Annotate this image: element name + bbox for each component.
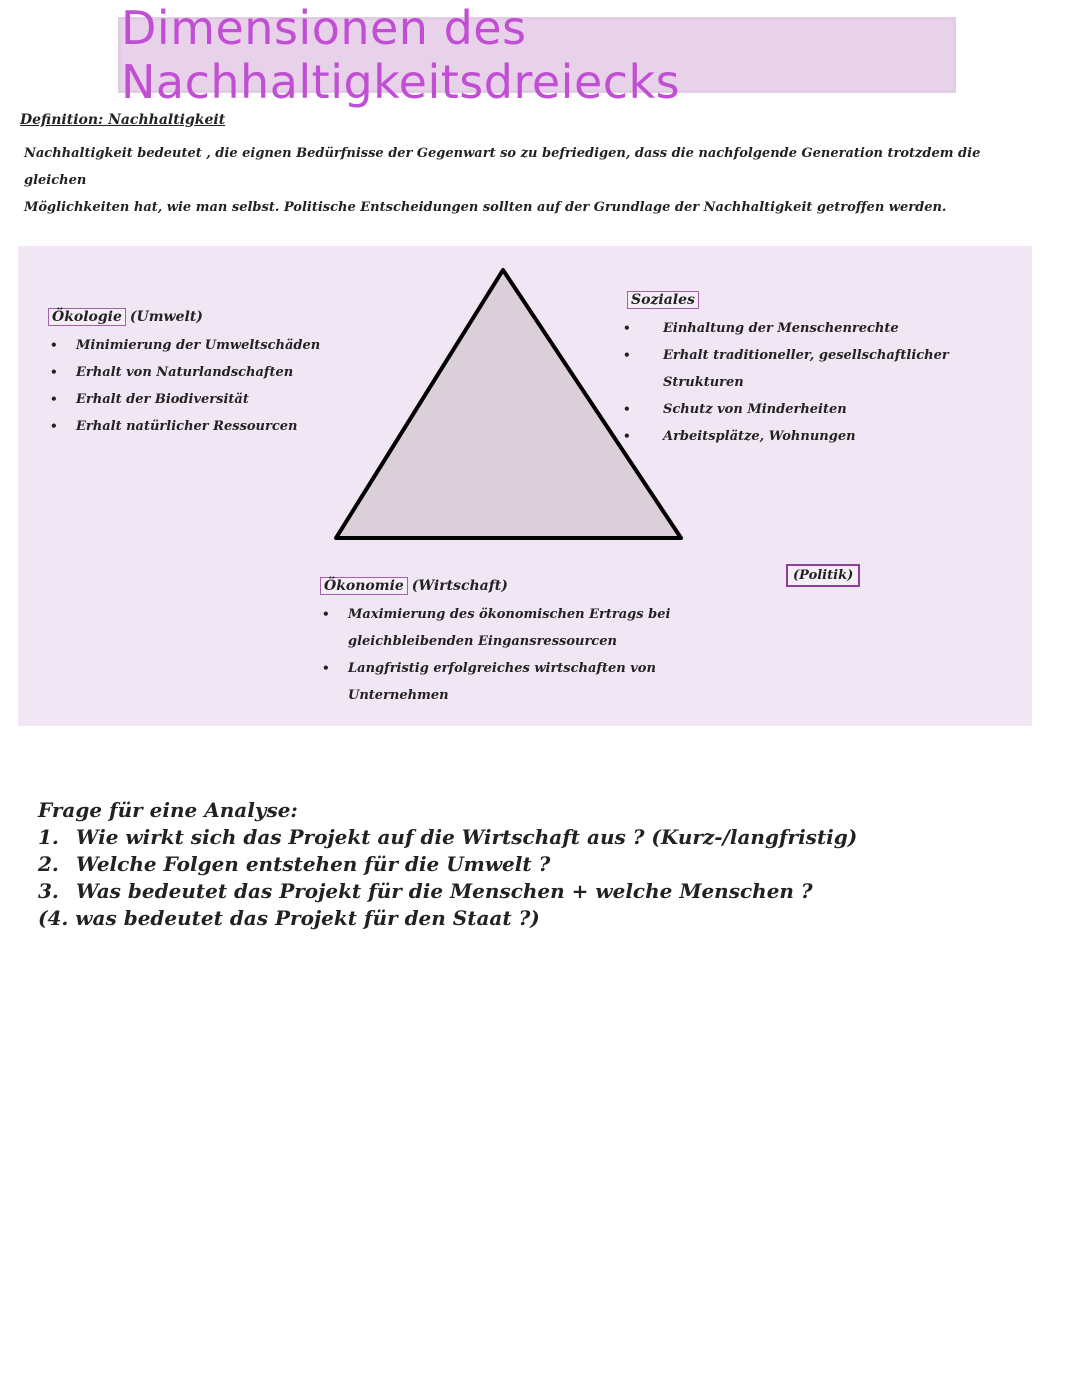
politik-label: (Politik) xyxy=(786,564,860,587)
page-title: Dimensionen des Nachhaltigkeitsdreiecks xyxy=(121,1,681,109)
oekonomie-item xyxy=(320,655,670,709)
oekologie-label: Ökologie xyxy=(48,308,126,326)
oekologie-item: • Erhalt natürlicher Ressourcen xyxy=(48,413,320,440)
triangle-panel xyxy=(18,246,1032,726)
definition-line-1: Nachhaltigkeit bedeutet , die eignen Bedürfnisse der Gegenwart so zu befriedigen, dass die nachfolgende Generation trotzdem die gleichen xyxy=(24,146,981,188)
question-item xyxy=(38,851,857,878)
oekonomie-item-line: gleichbleibenden Eingansressourcen xyxy=(348,634,617,649)
title-banner xyxy=(118,1,956,109)
question-text: Welche Folgen entstehen für die Umwelt ? xyxy=(76,852,551,876)
definition-heading: Definition: Nachhaltigkeit xyxy=(20,112,226,128)
definition-line-2: Möglichkeiten hat, wie man selbst. Politische Entscheidungen sollten auf der Grundlage der Nachhaltigkeit getroffen werden. xyxy=(24,200,947,215)
questions-heading: Frage für eine Analyse: xyxy=(38,798,298,822)
oekologie-item: • Minimierung der Umweltschäden xyxy=(48,332,320,359)
question-text: Wie wirkt sich das Projekt auf die Wirtschaft aus ? (Kurz-/langfristig) xyxy=(76,825,858,849)
soziales-item: • Einhaltung der Menschenrechte xyxy=(621,315,1032,342)
question-item xyxy=(38,878,857,905)
question-item xyxy=(38,824,857,851)
oekonomie-sub: (Wirtschaft) xyxy=(411,578,508,594)
oekonomie-item xyxy=(320,601,670,655)
question-text: Was bedeutet das Projekt für die Menschen + welche Menschen ? xyxy=(76,879,813,903)
question-number: 2. xyxy=(38,852,59,876)
question-number: 1. xyxy=(38,825,59,849)
oekonomie-group xyxy=(320,575,670,709)
oekonomie-item-line: • Langfristig erfolgreiches wirtschaften von xyxy=(348,661,656,676)
question-number: 3. xyxy=(38,879,59,903)
soziales-item: • Arbeitsplätze, Wohnungen xyxy=(621,423,1032,450)
question-extra: (4. was bedeutet das Projekt für den Staat ?) xyxy=(38,906,540,930)
oekonomie-item-line: • Maximierung des ökonomischen Ertrags bei xyxy=(348,607,671,622)
oekologie-group xyxy=(48,306,320,440)
analysis-questions xyxy=(38,797,857,932)
soziales-label: Soziales xyxy=(627,291,699,309)
definition-text xyxy=(24,140,1024,221)
oekologie-item: • Erhalt der Biodiversität xyxy=(48,386,320,413)
soziales-item: • Schutz von Minderheiten xyxy=(621,396,1032,423)
oekonomie-label: Ökonomie xyxy=(320,577,408,595)
soziales-item: • Erhalt traditioneller, gesellschaftlicher Strukturen xyxy=(621,342,1032,396)
soziales-group xyxy=(627,289,1032,450)
oekologie-item: • Erhalt von Naturlandschaften xyxy=(48,359,320,386)
oekonomie-item-line: Unternehmen xyxy=(348,688,449,703)
oekologie-sub: (Umwelt) xyxy=(129,309,203,325)
